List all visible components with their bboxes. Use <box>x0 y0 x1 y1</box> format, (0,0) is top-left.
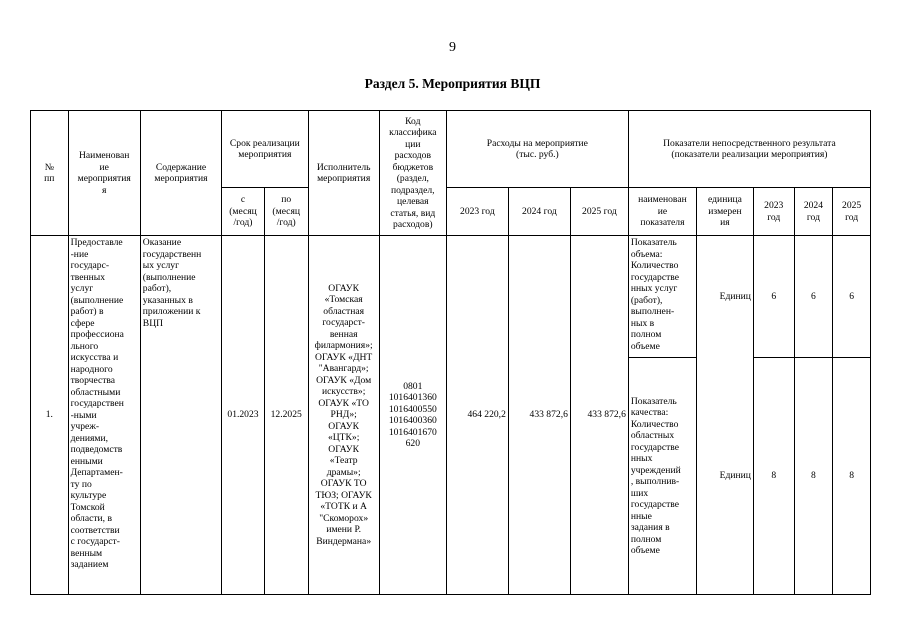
row-executor: ОГАУК «Томская областная государст- венная филармония»; ОГАУК «ДНТ "Авангард»; ОГАУК «Дом искусств»; ОГАУК «ТО РНД»; ОГАУК «ЦТК»; ОГАУК «Театр драмы»; ОГАУК ТО ТЮЗ; ОГАУК «ТОТК и А "Скоморох» имени Р. Виндермана» <box>308 236 379 595</box>
indicator-value-2024: 8 <box>794 358 833 595</box>
indicator-name: Показатель объема: Количество государстве нных услуг (работ), выполнен- ных в полном объеме <box>628 236 696 358</box>
header-num: № пп <box>31 111 69 236</box>
header-expense-2023: 2023 год <box>446 188 508 236</box>
row-content: Оказание государственн ых услуг (выполнение работ), указанных в приложении к ВЦП <box>140 236 221 595</box>
header-indicators: Показатели непосредственного результата (показатели реализации мероприятия) <box>628 111 870 188</box>
row-to: 12.2025 <box>264 236 308 595</box>
row-expense-2025: 433 872,6 <box>570 236 628 595</box>
header-content: Содержание мероприятия <box>140 111 221 236</box>
row-expense-2023: 464 220,2 <box>446 236 508 595</box>
section-title: Раздел 5. Мероприятия ВЦП <box>364 76 541 91</box>
row-from: 01.2023 <box>222 236 265 595</box>
header-indicator-2025: 2025 год <box>833 188 871 236</box>
indicator-unit: Единиц <box>696 358 753 595</box>
header-indicator-unit: единица измерен ия <box>696 188 753 236</box>
activities-table <box>30 110 871 595</box>
indicator-value-2024: 6 <box>794 236 833 358</box>
header-executor: Исполнитель мероприятия <box>308 111 379 236</box>
row-name: Предоставле -ние государс- твенных услуг (выполнение работ) в сфере профессиона льного искусства и народного творчества областными государствен -ными учреж- дениями, подведомств енными Департамен- ту по культуре Томской области, в соответстви с государст- венным заданием <box>68 236 140 595</box>
indicator-value-2025: 6 <box>833 236 871 358</box>
header-period-to: по (месяц /год) <box>264 188 308 236</box>
indicator-value-2023: 8 <box>753 358 794 595</box>
row-code: 0801 1016401360 1016400550 1016400360 1016401670 620 <box>379 236 446 595</box>
header-expense-2025: 2025 год <box>570 188 628 236</box>
header-code: Код классифика ции расходов бюджетов (раздел, подраздел, целевая статья, вид расходов) <box>379 111 446 236</box>
header-indicator-2024: 2024 год <box>794 188 833 236</box>
header-name: Наименован ие мероприятия я <box>68 111 140 236</box>
indicator-value-2025: 8 <box>833 358 871 595</box>
row-expense-2024: 433 872,6 <box>508 236 570 595</box>
header-period-from: с (месяц /год) <box>222 188 265 236</box>
header-indicator-2023: 2023 год <box>753 188 794 236</box>
header-expense-2024: 2024 год <box>508 188 570 236</box>
indicator-value-2023: 6 <box>753 236 794 358</box>
indicator-name: Показатель качества: Количество областных государстве нных учреждений , выполнив- ших государстве нные задания в полном объеме <box>628 358 696 595</box>
indicator-unit: Единиц <box>696 236 753 358</box>
table-row <box>31 236 871 358</box>
row-num: 1. <box>31 236 69 595</box>
header-expenses: Расходы на мероприятие (тыс. руб.) <box>446 111 628 188</box>
header-period: Срок реализации мероприятия <box>222 111 308 188</box>
page-number: 9 <box>449 40 456 55</box>
header-indicator-name: наименован ие показателя <box>628 188 696 236</box>
